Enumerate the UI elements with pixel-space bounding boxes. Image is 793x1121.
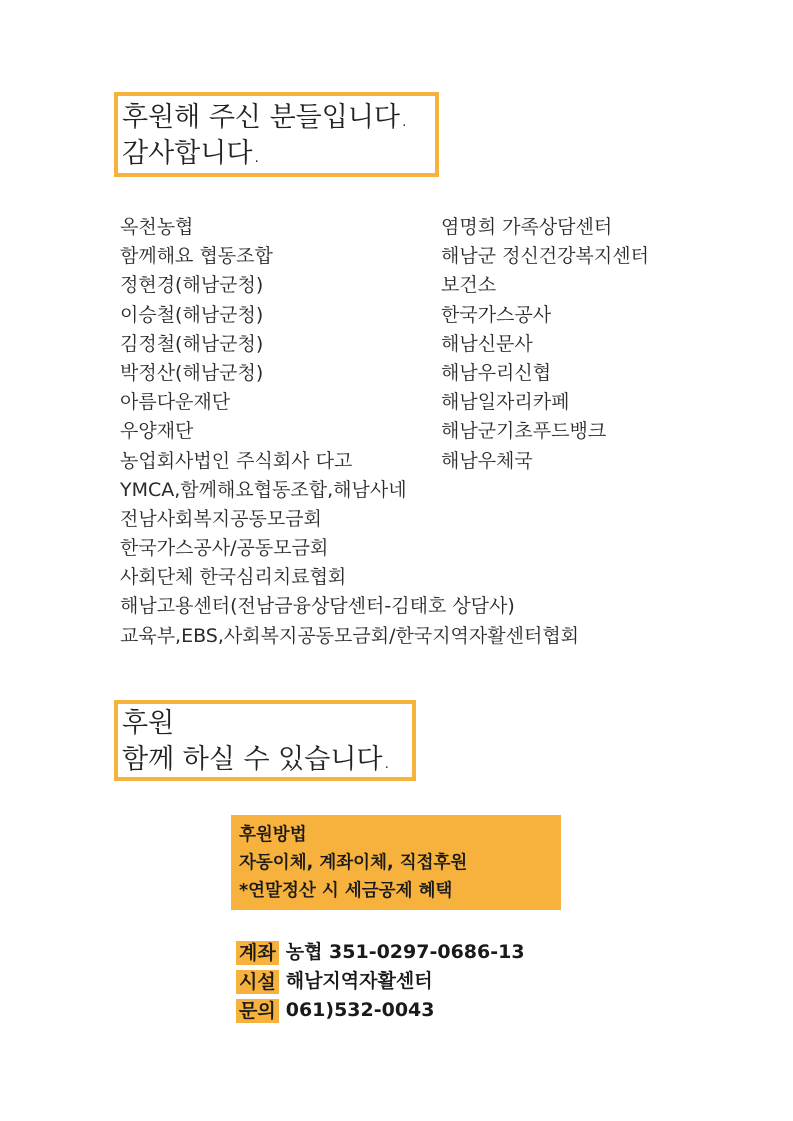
donor-item: 이승철(해남군청) bbox=[120, 303, 264, 326]
donor-item: 농업회사법인 주식회사 다고 bbox=[120, 449, 353, 472]
facility-label: 시설 bbox=[236, 970, 279, 994]
donor-item: 박정산(해남군청) bbox=[120, 361, 264, 384]
donor-item: 한국가스공사 bbox=[441, 303, 552, 326]
donor-item: 정현경(해남군청) bbox=[120, 274, 264, 297]
support-title-line1: 후원 bbox=[122, 708, 175, 739]
contact-row bbox=[236, 996, 525, 1025]
thanks-title-line2: 감사합니다. bbox=[122, 138, 261, 169]
donor-item: 해남군 정신건강복지센터 bbox=[441, 245, 649, 268]
donor-item: 염명희 가족상담센터 bbox=[441, 216, 613, 238]
method-heading: 후원방법 bbox=[239, 825, 307, 845]
contact-phone: 061)532-0043 bbox=[285, 999, 435, 1021]
contact-info bbox=[236, 938, 525, 1025]
donor-item: 해남우리신협 bbox=[441, 361, 552, 384]
donor-item: 김정철(해남군청) bbox=[120, 332, 264, 355]
donor-item: 해남일자리카페 bbox=[441, 391, 570, 414]
thanks-title-box bbox=[114, 92, 439, 177]
donor-item: 옥천농협 bbox=[120, 216, 194, 238]
contact-label: 문의 bbox=[236, 999, 279, 1023]
donor-item: 보건소 bbox=[441, 274, 497, 297]
donor-item: 한국가스공사/공동모금회 bbox=[120, 537, 329, 560]
thanks-title-line1: 후원해 주신 분들입니다. bbox=[122, 102, 409, 133]
facility-row bbox=[236, 967, 525, 996]
method-tax-note: *연말정산 시 세금공제 혜택 bbox=[239, 881, 453, 901]
account-label: 계좌 bbox=[236, 941, 279, 965]
account-number: 농협 351-0297-0686-13 bbox=[285, 941, 525, 963]
facility-name: 해남지역자활센터 bbox=[285, 970, 433, 992]
donor-item: 아름다운재단 bbox=[120, 391, 231, 414]
donor-list-right bbox=[441, 213, 649, 476]
donor-item: 해남군기초푸드뱅크 bbox=[441, 420, 607, 443]
donor-item: 해남신문사 bbox=[441, 332, 533, 355]
support-method-box bbox=[231, 815, 561, 910]
support-title-line2: 함께 하실 수 있습니다. bbox=[122, 744, 392, 775]
donor-item: YMCA,함께해요협동조합,해남사네 bbox=[120, 478, 407, 501]
method-options: 자동이체, 계좌이체, 직접후원 bbox=[239, 853, 468, 873]
donor-item: 우양재단 bbox=[120, 420, 194, 443]
donor-item: 전남사회복지공동모금회 bbox=[120, 507, 322, 530]
donor-item: 함께해요 협동조합 bbox=[120, 245, 273, 268]
donor-item: 해남고용센터(전남금융상담센터-김태호 상담사) bbox=[120, 595, 515, 618]
account-row bbox=[236, 938, 525, 967]
donor-item: 해남우체국 bbox=[441, 449, 533, 472]
donor-item: 교육부,EBS,사회복지공동모금회/한국지역자활센터협회 bbox=[120, 624, 580, 647]
donor-item: 사회단체 한국심리치료협회 bbox=[120, 566, 347, 589]
support-title-box bbox=[114, 700, 416, 781]
